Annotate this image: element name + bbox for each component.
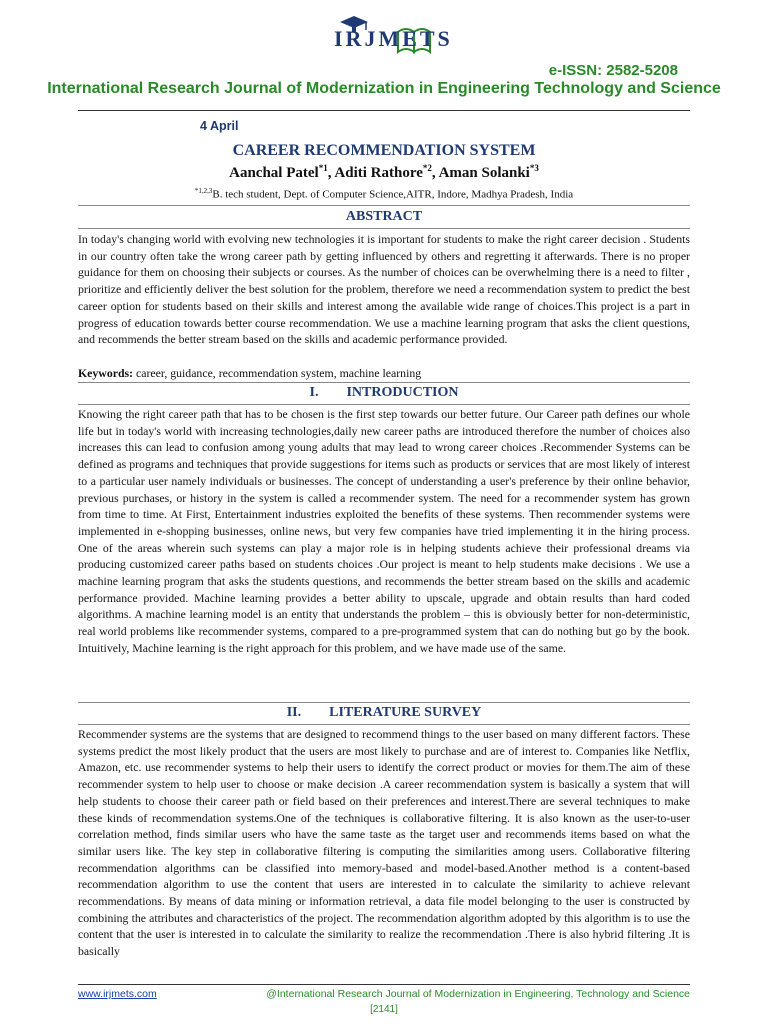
section-2-divider-top <box>78 702 690 703</box>
author-mark: *3 <box>529 163 539 173</box>
issue-date: 4 April <box>200 119 239 133</box>
abstract-text: In today's changing world with evolving new technologies it is important for students to make the right career decision . Students in our country often take the wrong career path by getting influenced by others and regretting it afterwards. There is no proper guidance for them on choosing their subjects or courses. As the number of choices can be overwhelming there is a need to filter , prioritize and efficiently deliver the best solution for the problem, therefore we need a recommendation system to predict the best career option for students based on their skills and interest among the available wide range of choices.This project is a part in progress of education towards better course recommendation. We use a machine learning program that asks the client questions, and recommends the better stream based on the skills and academic performance provided. <box>78 232 690 347</box>
affiliation-text: B. tech student, Dept. of Computer Science,AITR, Indore, Madhya Pradesh, India <box>212 188 574 201</box>
footer-copyright: @International Research Journal of Modernization in Engineering, Technology and Science <box>266 988 690 1000</box>
section-2-title: LITERATURE SURVEY <box>329 705 482 720</box>
abstract-heading: ABSTRACT <box>345 209 423 224</box>
section-1-divider-bottom <box>78 404 690 405</box>
author-list: Aanchal Patel$^{*1}$, Aditi Rathore$^{*2}$, Aman Solanki$^{*3}$ <box>229 163 539 181</box>
keywords <box>78 365 690 381</box>
section-1-title: INTRODUCTION <box>346 385 459 400</box>
footer-divider <box>78 984 690 985</box>
author-name: Aditi Rathore <box>334 165 423 181</box>
section-1-divider-top <box>78 382 690 383</box>
abstract-divider-bottom <box>78 228 690 229</box>
section-2-heading <box>0 705 768 721</box>
website-link[interactable]: www.irjmets.com <box>78 988 157 1000</box>
header-divider <box>78 110 690 111</box>
journal-logo <box>328 10 468 60</box>
section-2-number: II. <box>286 705 302 720</box>
affiliation-marks: *1,2,3 <box>194 187 213 195</box>
page-number: [2141] <box>370 1004 398 1015</box>
section-1-text: Knowing the right career path that has to be chosen is the first step towards our better future. Our Career path defines our whole life but in today's world with increasing technologies,daily new career paths are introduced therefore the number of choices also increases this can lead to confusion among young adults that may lead to wrong career choices .Recommender Systems can be defined as programs and techniques that provide suggestions for items such as products or services that are most likely of interest to a particular user namely individuals or businesses. The concept of understanding a user's preference by their online behavior, previous purchases, or history in the system is called a recommender system. The need for a recommender system has grown from time to time. At First, Entertainment industries exploited the benefits of these systems. Then recommender systems were implemented in e-shopping businesses, online news, but very few companies have tried implementing it in the hiring process. One of the areas wherein such systems can play a major role is in helping students achieve their professional dreams via producing customized career paths based on students choices .Our project is meant to help students make decisions . We use a machine learning program that asks the students questions, and recommends the better stream based on the skills and academic performance provided. Machine learning provides a better ability to upscale, upgrade and obtain results than hard coded algorithms. A machine learning model is an entity that understands the problem – this is obviously better for non-deterministic, real world problems like recommender systems, compared to a pre-programmed system that can do nothing but go by the book. Intuitively, Machine learning is the right approach for this problem, and we have made use of the same. <box>78 407 690 655</box>
affiliation <box>0 187 768 201</box>
author-mark: *2 <box>422 163 432 173</box>
abstract-divider-top <box>78 205 690 206</box>
keywords-label: Keywords: <box>78 366 134 380</box>
section-1-heading <box>0 385 768 401</box>
author-mark: *1 <box>318 163 328 173</box>
eissn: e-ISSN: 2582-5208 <box>548 62 678 79</box>
keywords-text: career, guidance, recommendation system, machine learning <box>136 366 422 380</box>
section-2-divider-bottom <box>78 724 690 725</box>
author-name: Aman Solanki <box>438 165 530 181</box>
author-name: Aanchal Patel <box>229 165 319 181</box>
section-1-number: I. <box>309 385 319 400</box>
logo-text: IRJMETS <box>334 26 453 51</box>
paper-title: CAREER RECOMMENDATION SYSTEM <box>232 142 536 159</box>
journal-name: International Research Journal of Modernization in Engineering Technology and Science <box>47 80 721 97</box>
section-2-text: Recommender systems are the systems that are designed to recommend things to the user based on many different factors. These systems predict the most likely product that the users are most likely to purchase and are of interest to. Companies like Netflix, Amazon, etc. use recommender systems to help their users to identify the correct product or movies for them.The aim of these recommender system to help user to choose or make decision .A career recommendation system is basically a system that will help students to choose their career path or field based on their preferences and interest.There are several techniques to make these kinds of recommendation systems.One of the techniques is collaborative filtering. It is also known as the user-to-user correlation method, finds similar users who have the same taste as the target user and recommends items based on what the similar users like. The key step in collaborative filtering is computing the similarities among users. Collaborative filtering recommendation algorithms can be classified into memory-based and model-based.Another method is a content-based recommendation algorithm to use the content that users are interested in to calculate the similarity to achieve relevant recommendations. By means of data mining or information retrieval, a data file model belonging to the user is constructed by combining the attributes and characteristics of the project. The recommendation algorithm adopted by this algorithm is to use the content that the user is interested in to calculate the similarity to realize the recommendation .There is also hybrid filtering .It is basically <box>78 727 690 959</box>
